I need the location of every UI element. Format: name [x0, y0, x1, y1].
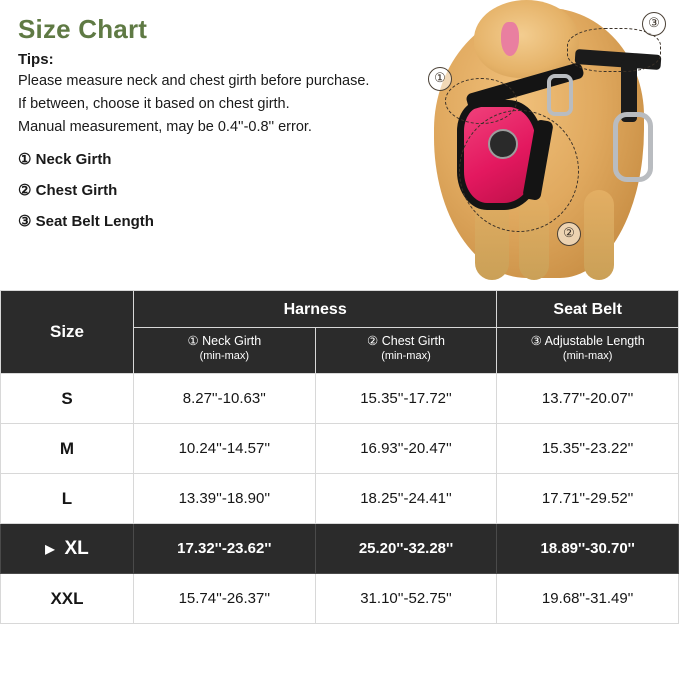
cell-size-label: XL	[64, 537, 89, 559]
cell-chest: 25.20''-32.28''	[315, 524, 497, 574]
chest-girth-guide	[459, 110, 579, 232]
cell-size: L	[1, 474, 134, 524]
table-body	[1, 374, 679, 624]
header-adjustable-length	[497, 328, 679, 374]
size-table	[0, 290, 679, 624]
cell-belt: 18.89''-30.70''	[497, 524, 679, 574]
table-row-selected	[1, 524, 679, 574]
cell-belt: 19.68''-31.49''	[497, 574, 679, 624]
cell-size: M	[1, 424, 134, 474]
cell-belt: 15.35''-23.22''	[497, 424, 679, 474]
cell-size: S	[1, 374, 134, 424]
cell-neck: 8.27''-10.63''	[134, 374, 316, 424]
info-section	[0, 0, 679, 290]
header-adjustable-length-range: (min-max)	[562, 349, 613, 362]
cell-chest: 15.35''-17.72''	[315, 374, 497, 424]
seat-belt-clip-icon	[613, 112, 653, 182]
header-chest-girth-label: ② Chest Girth	[367, 334, 445, 348]
legend-chest-girth: ② Chest Girth	[18, 182, 118, 200]
table-row	[1, 424, 679, 474]
callout-2-chest: ②	[557, 222, 581, 246]
cell-neck: 15.74''-26.37''	[134, 574, 316, 624]
header-group-seat-belt: Seat Belt	[497, 291, 679, 328]
header-chest-girth	[315, 328, 497, 374]
callout-3-belt: ③	[642, 12, 666, 36]
dog-leg-rear	[584, 190, 614, 280]
page-title: Size Chart	[18, 14, 148, 44]
cell-size: XXL	[1, 574, 134, 624]
dog-tongue	[501, 22, 519, 56]
harness-carabiner-icon	[547, 74, 573, 116]
cell-neck: 13.39''-18.90''	[134, 474, 316, 524]
cell-neck: 10.24''-14.57''	[134, 424, 316, 474]
table-row	[1, 574, 679, 624]
cell-chest: 16.93''-20.47''	[315, 424, 497, 474]
cell-size	[1, 524, 134, 574]
header-neck-girth	[134, 328, 316, 374]
legend-seat-belt-length: ③ Seat Belt Length	[18, 213, 154, 231]
cell-chest: 18.25''-24.41''	[315, 474, 497, 524]
seat-belt-length-guide	[567, 28, 661, 72]
cell-chest: 31.10''-52.75''	[315, 574, 497, 624]
cell-belt: 17.71''-29.52''	[497, 474, 679, 524]
callout-1-neck: ①	[428, 67, 452, 91]
tip-line-3: Manual measurement, may be 0.4''-0.8'' error.	[18, 119, 312, 136]
tips-label: Tips:	[18, 51, 54, 68]
header-size: Size	[1, 291, 134, 374]
cell-belt: 13.77''-20.07''	[497, 374, 679, 424]
tip-line-1: Please measure neck and chest girth before purchase.	[18, 73, 370, 89]
header-adjustable-length-label: ③ Adjustable Length	[530, 334, 645, 348]
table-row	[1, 374, 679, 424]
legend-neck-girth: ① Neck Girth	[18, 151, 112, 169]
table-header-group-row	[1, 291, 679, 328]
header-neck-girth-label: ① Neck Girth	[187, 334, 262, 348]
cell-neck: 17.32''-23.62''	[134, 524, 316, 574]
header-chest-girth-range: (min-max)	[381, 349, 431, 362]
header-neck-girth-range: (min-max)	[199, 349, 250, 362]
header-group-harness: Harness	[134, 291, 497, 328]
table-row	[1, 474, 679, 524]
product-photo	[379, 0, 679, 285]
tip-line-2: If between, choose it based on chest girth.	[18, 96, 290, 113]
table-header	[1, 291, 679, 374]
selected-row-marker-icon: ▶	[45, 541, 55, 556]
